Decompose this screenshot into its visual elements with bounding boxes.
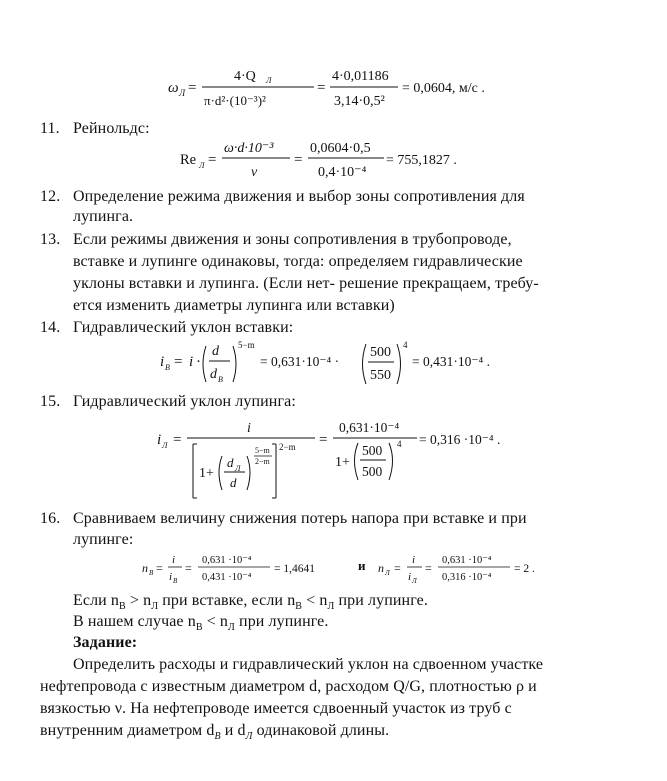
svg-text:i: i bbox=[408, 571, 412, 583]
svg-text:=: = bbox=[319, 432, 328, 448]
note-text: при лупинге. bbox=[234, 613, 329, 630]
svg-text:Л: Л bbox=[235, 464, 241, 473]
reynolds-result: = 755,1827 . bbox=[386, 153, 457, 168]
item-text: Гидравлический уклон вставки: bbox=[73, 319, 294, 336]
svg-text:i: i bbox=[157, 432, 162, 448]
svg-text:В: В bbox=[218, 375, 223, 384]
velocity-result: = 0,0604, м/с . bbox=[402, 81, 485, 96]
task-text: внутренним диаметром d bbox=[40, 722, 215, 739]
insert-frac-num: 500 bbox=[370, 345, 391, 360]
task-line-3: вязкостью ν. На нефтепроводе имеется сдвоенный участок из труб с bbox=[40, 700, 512, 717]
looping-num: 0,631·10⁻⁴ bbox=[339, 420, 400, 435]
svg-text:n: n bbox=[142, 561, 148, 575]
note-sub: Л bbox=[228, 622, 235, 634]
item-line: лупинга. bbox=[73, 208, 134, 225]
velocity-subden: 3,14·0,5² bbox=[334, 94, 385, 109]
list-item-16 bbox=[40, 509, 527, 529]
velocity-den: π·d²·(10⁻³)² bbox=[204, 93, 266, 108]
svg-text:1+: 1+ bbox=[199, 466, 214, 481]
item-number: 13. bbox=[40, 231, 61, 248]
svg-text:Л: Л bbox=[179, 88, 186, 98]
note-text: при вставке, если n bbox=[158, 592, 296, 609]
item-number: 15. bbox=[40, 393, 61, 410]
svg-text:5−m: 5−m bbox=[255, 446, 270, 455]
list-item-13 bbox=[40, 230, 512, 250]
task-line-4 bbox=[40, 721, 389, 747]
list-item-15 bbox=[40, 392, 296, 412]
svg-text:В: В bbox=[165, 363, 170, 372]
svg-text:ω: ω bbox=[168, 80, 179, 96]
list-item-13-line2 bbox=[73, 252, 523, 272]
svg-text:n: n bbox=[378, 561, 384, 575]
svg-text:=: = bbox=[294, 152, 303, 168]
reynolds-subden: 0,4·10⁻⁴ bbox=[318, 165, 367, 180]
svg-text:Л: Л bbox=[385, 569, 390, 577]
svg-text:4: 4 bbox=[403, 340, 408, 350]
nv-result: = 1,4641 bbox=[274, 563, 315, 575]
svg-text:i: i bbox=[172, 554, 176, 566]
svg-text:i: i bbox=[189, 354, 194, 370]
svg-text:=: = bbox=[188, 80, 197, 96]
svg-text:=: = bbox=[208, 152, 217, 168]
task-sub: В bbox=[214, 731, 221, 743]
svg-text:В: В bbox=[149, 569, 154, 577]
svg-text:В: В bbox=[173, 577, 178, 585]
note-text: < n bbox=[302, 592, 328, 609]
svg-text:Л: Л bbox=[199, 161, 205, 170]
note-text: Если n bbox=[73, 592, 120, 609]
list-item-12 bbox=[40, 187, 620, 207]
looping-in-den: 500 bbox=[362, 464, 383, 479]
svg-text:Л: Л bbox=[412, 577, 417, 585]
svg-text:1+: 1+ bbox=[335, 455, 350, 470]
list-item-14 bbox=[40, 318, 293, 338]
svg-text:i: i bbox=[247, 421, 251, 436]
velocity-subnum: 4·0,01186 bbox=[332, 69, 389, 84]
svg-text:i: i bbox=[412, 554, 416, 566]
insert-frac-den: 550 bbox=[370, 368, 391, 383]
item-line: ется изменить диаметры лупинга или вставки) bbox=[73, 297, 395, 314]
svg-text:·: · bbox=[196, 354, 201, 370]
item-line: Если режимы движения и зоны сопротивления в трубопроводе, bbox=[73, 231, 512, 248]
svg-text:=: = bbox=[317, 80, 326, 96]
item-line: лупинге: bbox=[73, 531, 134, 548]
svg-text:Л: Л bbox=[162, 441, 168, 450]
note-sub: В bbox=[295, 601, 303, 613]
item-line: уклоны вставки и лупинга. (Если нет- решение прекращаем, требу- bbox=[73, 275, 539, 292]
task-line-2: нефтепровода с известным диаметром d, расходом Q/G, плотностью ρ и bbox=[40, 678, 537, 695]
formula-comparison bbox=[140, 550, 590, 588]
looping-in-num: 500 bbox=[362, 443, 383, 458]
svg-text:=: = bbox=[425, 561, 432, 575]
svg-text:=: = bbox=[185, 561, 192, 575]
note-text: > n bbox=[125, 592, 152, 609]
list-item-13-line3 bbox=[73, 274, 539, 294]
svg-text:5−m: 5−m bbox=[238, 340, 255, 350]
task-line-1: Определить расходы и гидравлический уклон на сдвоенном участке bbox=[73, 656, 544, 673]
reynolds-subnum: 0,0604·0,5 bbox=[310, 141, 371, 156]
task-sub: Л bbox=[245, 731, 253, 743]
item-number: 14. bbox=[40, 319, 61, 336]
svg-text:d: d bbox=[210, 367, 217, 382]
svg-text:=: = bbox=[174, 354, 183, 370]
note-text: при лупинге. bbox=[334, 592, 428, 609]
note-text: < n bbox=[202, 613, 229, 630]
nl-result: = 2 . bbox=[514, 563, 535, 575]
item-number: 12. bbox=[40, 188, 61, 205]
reynolds-den: ν bbox=[251, 165, 258, 180]
svg-text:4: 4 bbox=[397, 439, 402, 449]
velocity-num: 4·Q bbox=[234, 69, 256, 84]
svg-text:d: d bbox=[227, 455, 234, 470]
note-text: В нашем случае n bbox=[73, 613, 196, 630]
insert-final: = 0,431·10⁻⁴ . bbox=[412, 354, 490, 369]
note-sub: Л bbox=[151, 601, 159, 613]
svg-text:2−m: 2−m bbox=[255, 457, 270, 466]
note-sub: Л bbox=[327, 601, 335, 613]
formula-looping-slope bbox=[155, 410, 515, 502]
note-sub: В bbox=[195, 622, 203, 634]
svg-text:d: d bbox=[212, 344, 219, 359]
list-item-16-cont bbox=[73, 530, 133, 550]
item-number: 16. bbox=[40, 510, 61, 527]
item-line: Определение режима движения и выбор зоны сопротивления для bbox=[73, 188, 525, 205]
svg-text:=: = bbox=[173, 432, 182, 448]
list-item-11 bbox=[40, 119, 620, 139]
svg-text:=: = bbox=[394, 561, 401, 575]
svg-text:2−m: 2−m bbox=[279, 442, 296, 452]
looping-final: = 0,316 ·10⁻⁴ . bbox=[419, 432, 501, 447]
formula-velocity bbox=[162, 60, 532, 115]
item-text: Гидравлический уклон лупинга: bbox=[73, 393, 296, 410]
item-text: Рейнольдс: bbox=[73, 120, 150, 137]
svg-text:i: i bbox=[169, 571, 173, 583]
item-number: 11. bbox=[40, 120, 60, 137]
insert-coeff: = 0,631·10⁻⁴ · bbox=[260, 354, 340, 369]
list-item-13-line4 bbox=[73, 296, 395, 316]
item-line: вставке и лупинге одинаковы, тогда: определяем гидравлические bbox=[73, 253, 523, 270]
svg-text:i: i bbox=[160, 354, 165, 370]
nl-num: 0,631 ·10⁻⁴ bbox=[442, 555, 492, 566]
comparison-conj: и bbox=[358, 558, 366, 573]
nl-den: 0,316 ·10⁻⁴ bbox=[442, 572, 492, 583]
reynolds-num: ω·d·10⁻³ bbox=[224, 141, 274, 156]
task-text: одинаковой длины. bbox=[252, 722, 390, 739]
task-text: и d bbox=[220, 722, 246, 739]
nv-num: 0,631 ·10⁻⁴ bbox=[202, 555, 252, 566]
list-item-12-cont bbox=[73, 207, 133, 227]
svg-text:Re: Re bbox=[180, 152, 197, 168]
svg-text:=: = bbox=[156, 561, 163, 575]
formula-reynolds bbox=[180, 138, 500, 182]
note-sub: В bbox=[119, 601, 126, 613]
task-heading: Задание: bbox=[73, 634, 138, 651]
item-line: Сравниваем величину снижения потерь напора при вставке и при bbox=[73, 510, 527, 527]
svg-text:d: d bbox=[230, 475, 237, 490]
svg-text:Л: Л bbox=[266, 76, 272, 85]
formula-insert-slope bbox=[158, 338, 518, 390]
nv-den: 0,431 ·10⁻⁴ bbox=[202, 572, 252, 583]
